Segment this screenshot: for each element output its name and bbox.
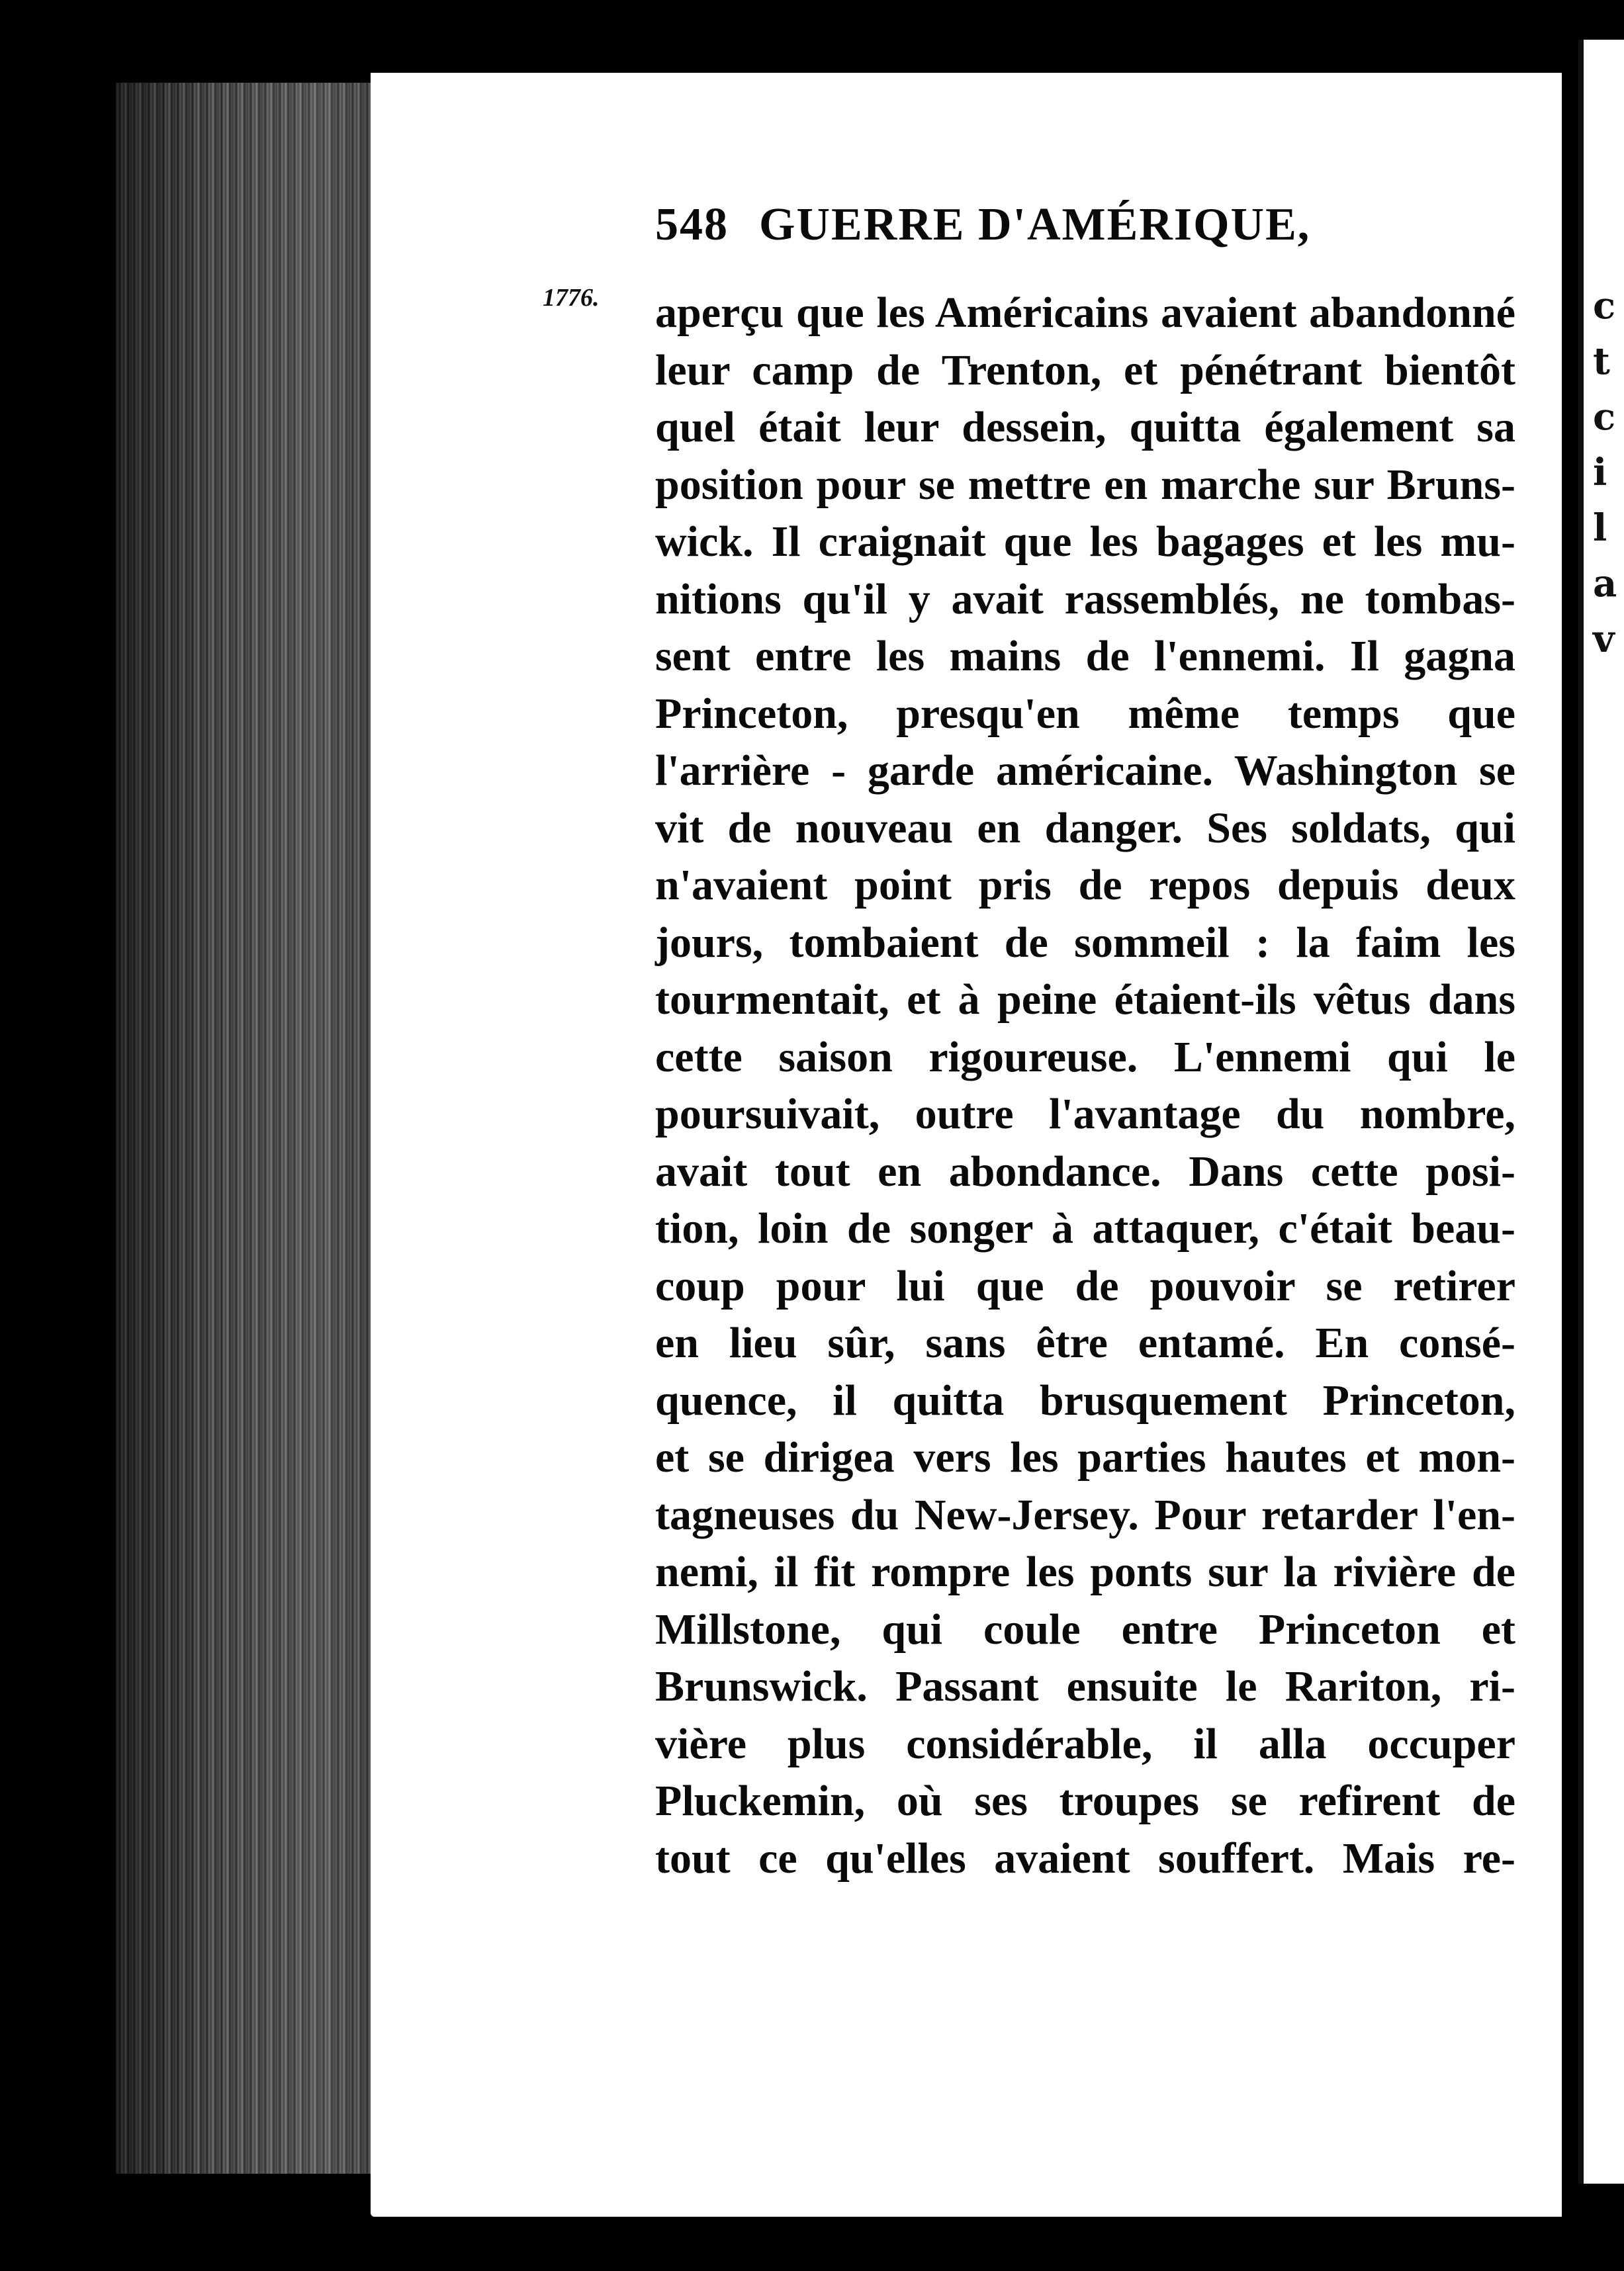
text-line: nemi, il fit rompre les ponts sur la rivière de <box>655 1548 1515 1596</box>
text-line: coup pour lui que de pouvoir se retirer <box>655 1261 1515 1310</box>
text-line: vière plus considérable, il alla occuper <box>655 1719 1515 1768</box>
next-page-letters <box>1593 278 1624 667</box>
text-line: tagneuses du New-Jersey. Pour retarder l'en- <box>655 1490 1515 1539</box>
text-line: tourmentait, et à peine étaient-ils vêtus dans <box>655 975 1515 1024</box>
next-page-edge <box>1578 40 1624 2184</box>
text-line: Princeton, presqu'en même temps que <box>655 689 1515 738</box>
text-line: wick. Il craignait que les bagages et les mu- <box>655 517 1515 566</box>
margin-year: 1776. <box>543 284 600 312</box>
text-line: Millstone, qui coule entre Princeton et <box>655 1605 1515 1654</box>
text-line: et se dirigea vers les parties hautes et mon- <box>655 1433 1515 1482</box>
text-line: Pluckemin, où ses troupes se refirent de <box>655 1777 1515 1825</box>
next-page-letter: c <box>1593 284 1616 328</box>
text-line: leur camp de Trenton, et pénétrant bientôt <box>655 345 1515 394</box>
text-line: avait tout en abondance. Dans cette posi- <box>655 1147 1515 1196</box>
text-line: vit de nouveau en danger. Ses soldats, qui <box>655 803 1515 852</box>
text-line: quence, il quitta brusquement Princeton, <box>655 1376 1515 1425</box>
text-line: l'arrière - garde américaine. Washington se <box>655 746 1515 795</box>
next-page-letter: v <box>1593 617 1615 661</box>
body-text <box>655 285 1515 1887</box>
text-line: en lieu sûr, sans être entamé. En consé- <box>655 1319 1515 1367</box>
page-edges <box>116 83 410 2174</box>
page-number: 548 <box>655 199 729 250</box>
running-title: GUERRE D'AMÉRIQUE, <box>759 199 1311 250</box>
text-line: position pour se mettre en marche sur Bruns- <box>655 460 1515 509</box>
text-line: quel était leur dessein, quitta également sa <box>655 403 1515 451</box>
text-line: sent entre les mains de l'ennemi. Il gagna <box>655 632 1515 680</box>
text-line: aperçu que les Américains avaient abandonné <box>655 289 1515 337</box>
next-page-letter: a <box>1593 562 1617 605</box>
next-page-letter: l <box>1593 506 1607 550</box>
text-line: tion, loin de songer à attaquer, c'était beau- <box>655 1204 1515 1253</box>
next-page-letter: t <box>1593 339 1610 383</box>
text-line: tout ce qu'elles avaient souffert. Mais re- <box>655 1834 1515 1883</box>
running-head <box>655 199 1449 251</box>
text-line: n'avaient point pris de repos depuis deux <box>655 861 1515 909</box>
text-line: jours, tombaient de sommeil : la faim les <box>655 918 1515 967</box>
text-line: poursuivait, outre l'avantage du nombre, <box>655 1090 1515 1138</box>
next-page-letter: c <box>1593 395 1616 439</box>
text-line: cette saison rigoureuse. L'ennemi qui le <box>655 1032 1515 1081</box>
text-line: nitions qu'il y avait rassemblés, ne tombas- <box>655 574 1515 623</box>
next-page-letter: i <box>1593 451 1607 494</box>
text-line: Brunswick. Passant ensuite le Rariton, ri- <box>655 1662 1515 1711</box>
